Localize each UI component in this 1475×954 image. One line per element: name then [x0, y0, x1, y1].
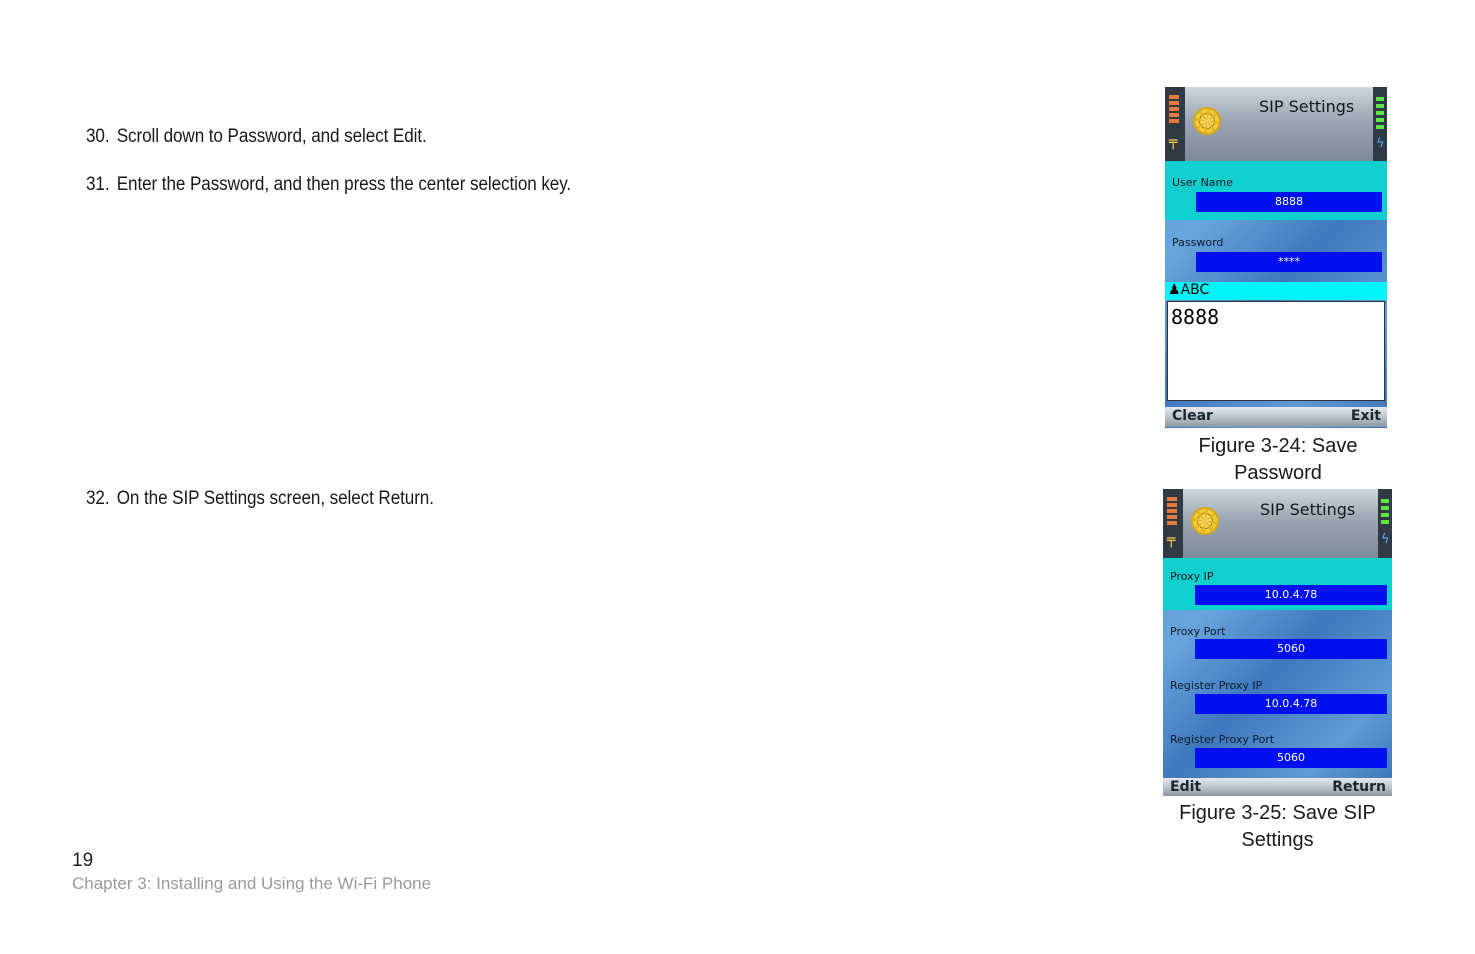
field-value-password[interactable]: **** [1196, 252, 1382, 272]
lightning-icon: ϟ [1376, 136, 1385, 151]
step-31 [86, 174, 571, 196]
phone-screen-sip-settings [1163, 489, 1392, 796]
field-value-user-name[interactable]: 8888 [1196, 192, 1382, 212]
keyboard-mode-icon: ♟ [1168, 282, 1181, 298]
lightning-icon: ϟ [1381, 532, 1390, 547]
settings-gear-icon [1191, 105, 1223, 137]
plug-icon: ╤ [1167, 532, 1176, 548]
step-32 [86, 488, 434, 510]
field-value-proxy-port[interactable]: 5060 [1195, 639, 1387, 659]
figure-caption-3-24 [1165, 433, 1391, 487]
field-label-register-proxy-port: Register Proxy Port [1170, 733, 1275, 746]
caption-line: Figure 3-24: Save [1198, 435, 1358, 457]
field-value-register-proxy-ip[interactable]: 10.0.4.78 [1195, 694, 1387, 714]
field-label-user-name: User Name [1172, 176, 1234, 189]
plug-icon: ╤ [1169, 134, 1178, 150]
page-number: 19 [72, 850, 94, 871]
password-input-text: 8888 [1171, 305, 1220, 329]
step-text: Scroll down to Password, and select Edit. [116, 126, 427, 147]
caption-line: Settings [1241, 829, 1314, 851]
input-mode-bar [1165, 282, 1387, 300]
field-label-proxy-port: Proxy Port [1170, 625, 1226, 638]
phone-screen-save-password [1165, 87, 1387, 428]
field-label-password: Password [1172, 236, 1224, 249]
chapter-footer: Chapter 3: Installing and Using the Wi-Fi Phone [72, 874, 432, 893]
signal-level-icon [1378, 489, 1392, 558]
return-softkey[interactable]: Return [1332, 779, 1386, 795]
softkey-bar [1165, 407, 1387, 427]
input-mode-label: ABC [1180, 282, 1210, 298]
screen-header [1163, 489, 1392, 558]
screen-header [1165, 87, 1387, 161]
signal-level-icon [1373, 87, 1387, 161]
settings-gear-icon [1189, 505, 1221, 537]
battery-level-icon [1163, 489, 1183, 558]
exit-softkey[interactable]: Exit [1350, 408, 1381, 424]
clear-softkey[interactable]: Clear [1172, 408, 1213, 424]
step-number: 31. [86, 174, 110, 195]
caption-line: Password [1234, 462, 1322, 484]
screen-title: SIP Settings [1259, 97, 1355, 116]
password-input[interactable] [1167, 301, 1385, 401]
edit-softkey[interactable]: Edit [1170, 779, 1202, 795]
field-value-proxy-ip[interactable]: 10.0.4.78 [1195, 585, 1387, 605]
battery-level-icon [1165, 87, 1185, 161]
softkey-bar [1163, 778, 1392, 796]
field-label-register-proxy-ip: Register Proxy IP [1170, 679, 1263, 692]
step-text: Enter the Password, and then press the center selection key. [116, 174, 572, 195]
screen-title: SIP Settings [1260, 500, 1356, 519]
step-30 [86, 126, 427, 148]
step-number: 32. [86, 488, 110, 509]
field-label-proxy-ip: Proxy IP [1170, 570, 1214, 583]
field-value-register-proxy-port[interactable]: 5060 [1195, 748, 1387, 768]
figure-caption-3-25 [1163, 800, 1392, 854]
step-text: On the SIP Settings screen, select Return. [116, 488, 434, 509]
caption-line: Figure 3-25: Save SIP [1179, 802, 1376, 824]
step-number: 30. [86, 126, 110, 147]
